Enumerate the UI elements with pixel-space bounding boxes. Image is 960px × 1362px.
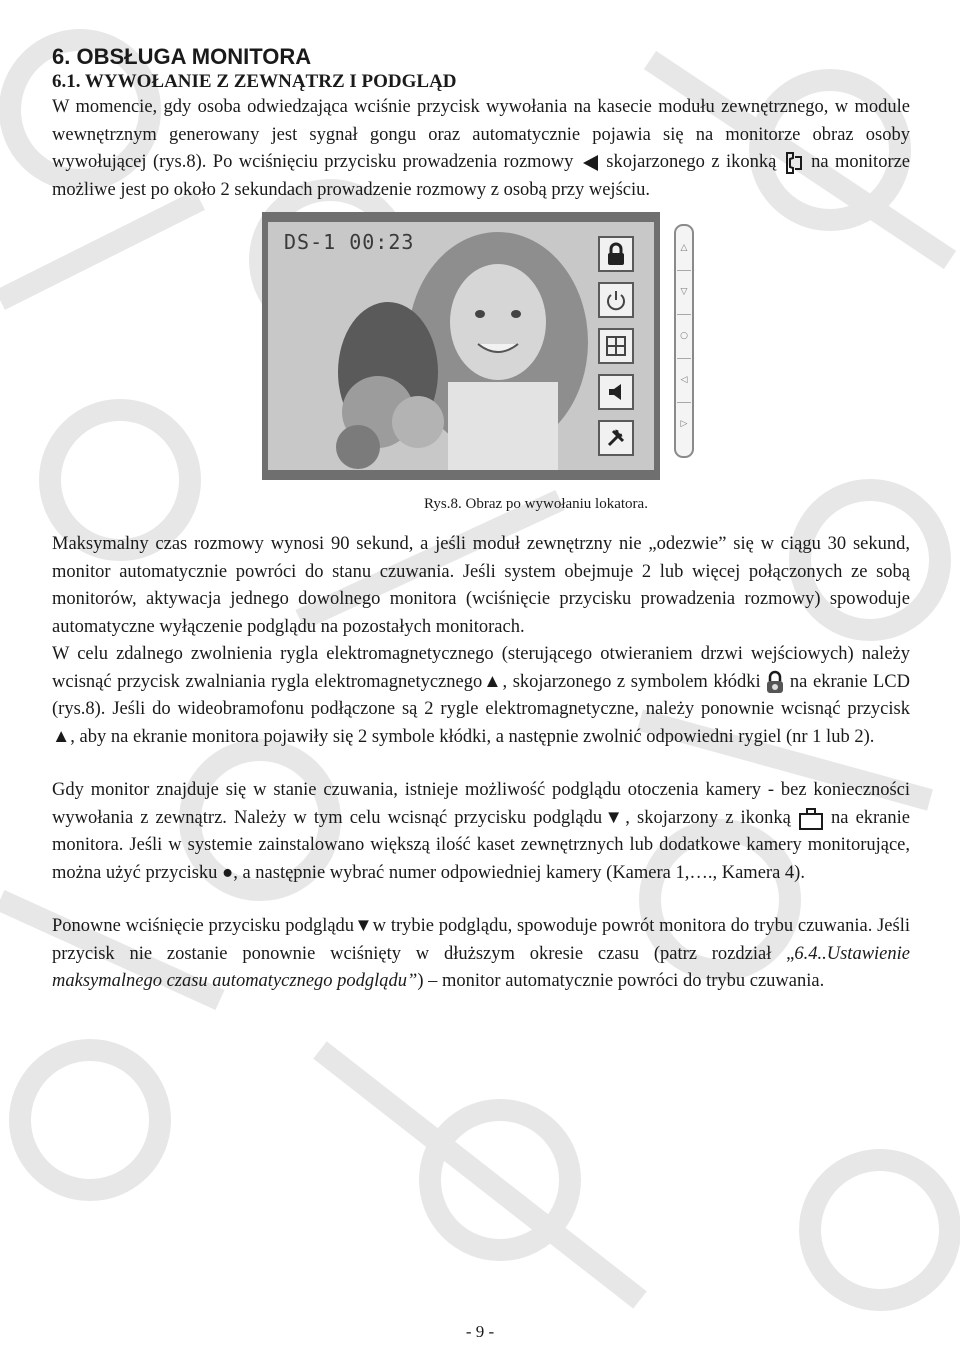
- page-number: - 9 -: [465, 1322, 495, 1341]
- hardware-button-strip: [674, 224, 694, 458]
- paragraph-talk-time: Maksymalny czas rozmowy wynosi 90 sekund, a jeśli moduł zewnętrzny nie „odezwie” się w ciągu 30 sekund, monitor automatycznie powróci do stanu czuwania. Jeśli system obejmuje 2 lub więcej połączonych ze sobą monitorów, aktywacja jednego dowolnego monitora (wciśnięcie przycisku prowadzenia rozmowy) spowoduje automatyczne wyłączenie podglądu na pozostałych monitorach.: [52, 534, 910, 637]
- paragraph-preview: Gdy monitor znajduje się w stanie czuwania, istnieje możliwość podglądu otoczenia kamery - bez konieczności wywołania z zewnątrz. Należy w tym celu wcisnąć przycisku podglądu▼, skojarzony z ikonką na ekranie monitora. Jeśli w systemie zainstalowano większą ilość kaset zewnętrznych lub dodatkowe kamery monitorujące, można użyć przycisku ●, a następnie wybrać numer odpowiedniej kamery (Kamera 1,…., Kamera 4).: [52, 780, 910, 883]
- camera-image: [268, 222, 654, 470]
- monitor-screen: [262, 212, 660, 480]
- subsection-heading: 6.1. WYWOŁANIE Z ZEWNĄTRZ I PODGLĄD: [52, 71, 457, 92]
- paragraph-preview-exit: Ponowne wciśnięcie przycisku podglądu▼w trybie podglądu, spowoduje powrót monitora do trybu czuwania. Jeśli przycisk nie zostanie ponownie wciśnięty w dłuższym okresie czasu (patrz rozdział „6.4..Ustawienie maksymalnego czasu automatycznego podglądu”) – monitor automatycznie powróci do trybu czuwania.: [52, 916, 910, 991]
- section-heading: 6. OBSŁUGA MONITORA: [52, 44, 312, 69]
- speaker-icon[interactable]: [598, 374, 634, 410]
- monitor-view-icon[interactable]: [598, 328, 634, 364]
- lock-icon[interactable]: [598, 236, 634, 272]
- paragraph-call: W momencie, gdy osoba odwiedzająca wciśnie przycisk wywołania na kasecie modułu zewnętrznego, w module wewnętrznym generowany jest sygnał gongu oraz automatycznie pojawia się na monitorze obraz osoby wywołującej (rys.8). Po wciśnięciu przycisku prowadzenia rozmowy skojarzonego z ikonką na monitorze możliwe jest po około 2 sekundach prowadzenie rozmowy z osobą przy wejściu.: [52, 97, 911, 200]
- padlock-icon: [766, 670, 784, 694]
- osd-status-text: DS-1 00:23: [284, 230, 415, 254]
- handset-icon: [783, 151, 805, 175]
- talk-button[interactable]: ◁: [677, 358, 691, 403]
- power-icon[interactable]: [598, 282, 634, 318]
- page-content: [52, 44, 910, 996]
- camera-preview-icon: [798, 806, 824, 830]
- next-button[interactable]: ▷: [680, 419, 688, 429]
- speaker-triangle-icon: [580, 154, 600, 172]
- monitor-button[interactable]: ▽: [677, 270, 691, 315]
- visitor-photo: [268, 222, 654, 470]
- figure-caption: Rys.8. Obraz po wywołaniu lokatora.: [424, 496, 648, 512]
- menu-button[interactable]: ○: [677, 314, 691, 359]
- settings-tools-icon[interactable]: [598, 420, 634, 456]
- paragraph-lock-release: W celu zdalnego zwolnienia rygla elektromagnetycznego (sterującego otwieraniem drzwi wejściowych) należy wcisnąć przycisk zwalniania rygla elektromagnetycznego▲, skojarzonego z symbolem kłódki na ekranie LCD (rys.8). Jeśli do wideobramofonu podłączone są 2 rygle elektromagnetyczne, należy ponownie wcisnąć przycisk ▲, aby na ekranie monitora pojawiły się 2 symbole kłódki, a następnie zwolnić odpowiedni rygiel (nr 1 lub 2).: [52, 644, 911, 747]
- monitor-figure: [262, 212, 692, 494]
- unlock-button[interactable]: △: [677, 226, 691, 271]
